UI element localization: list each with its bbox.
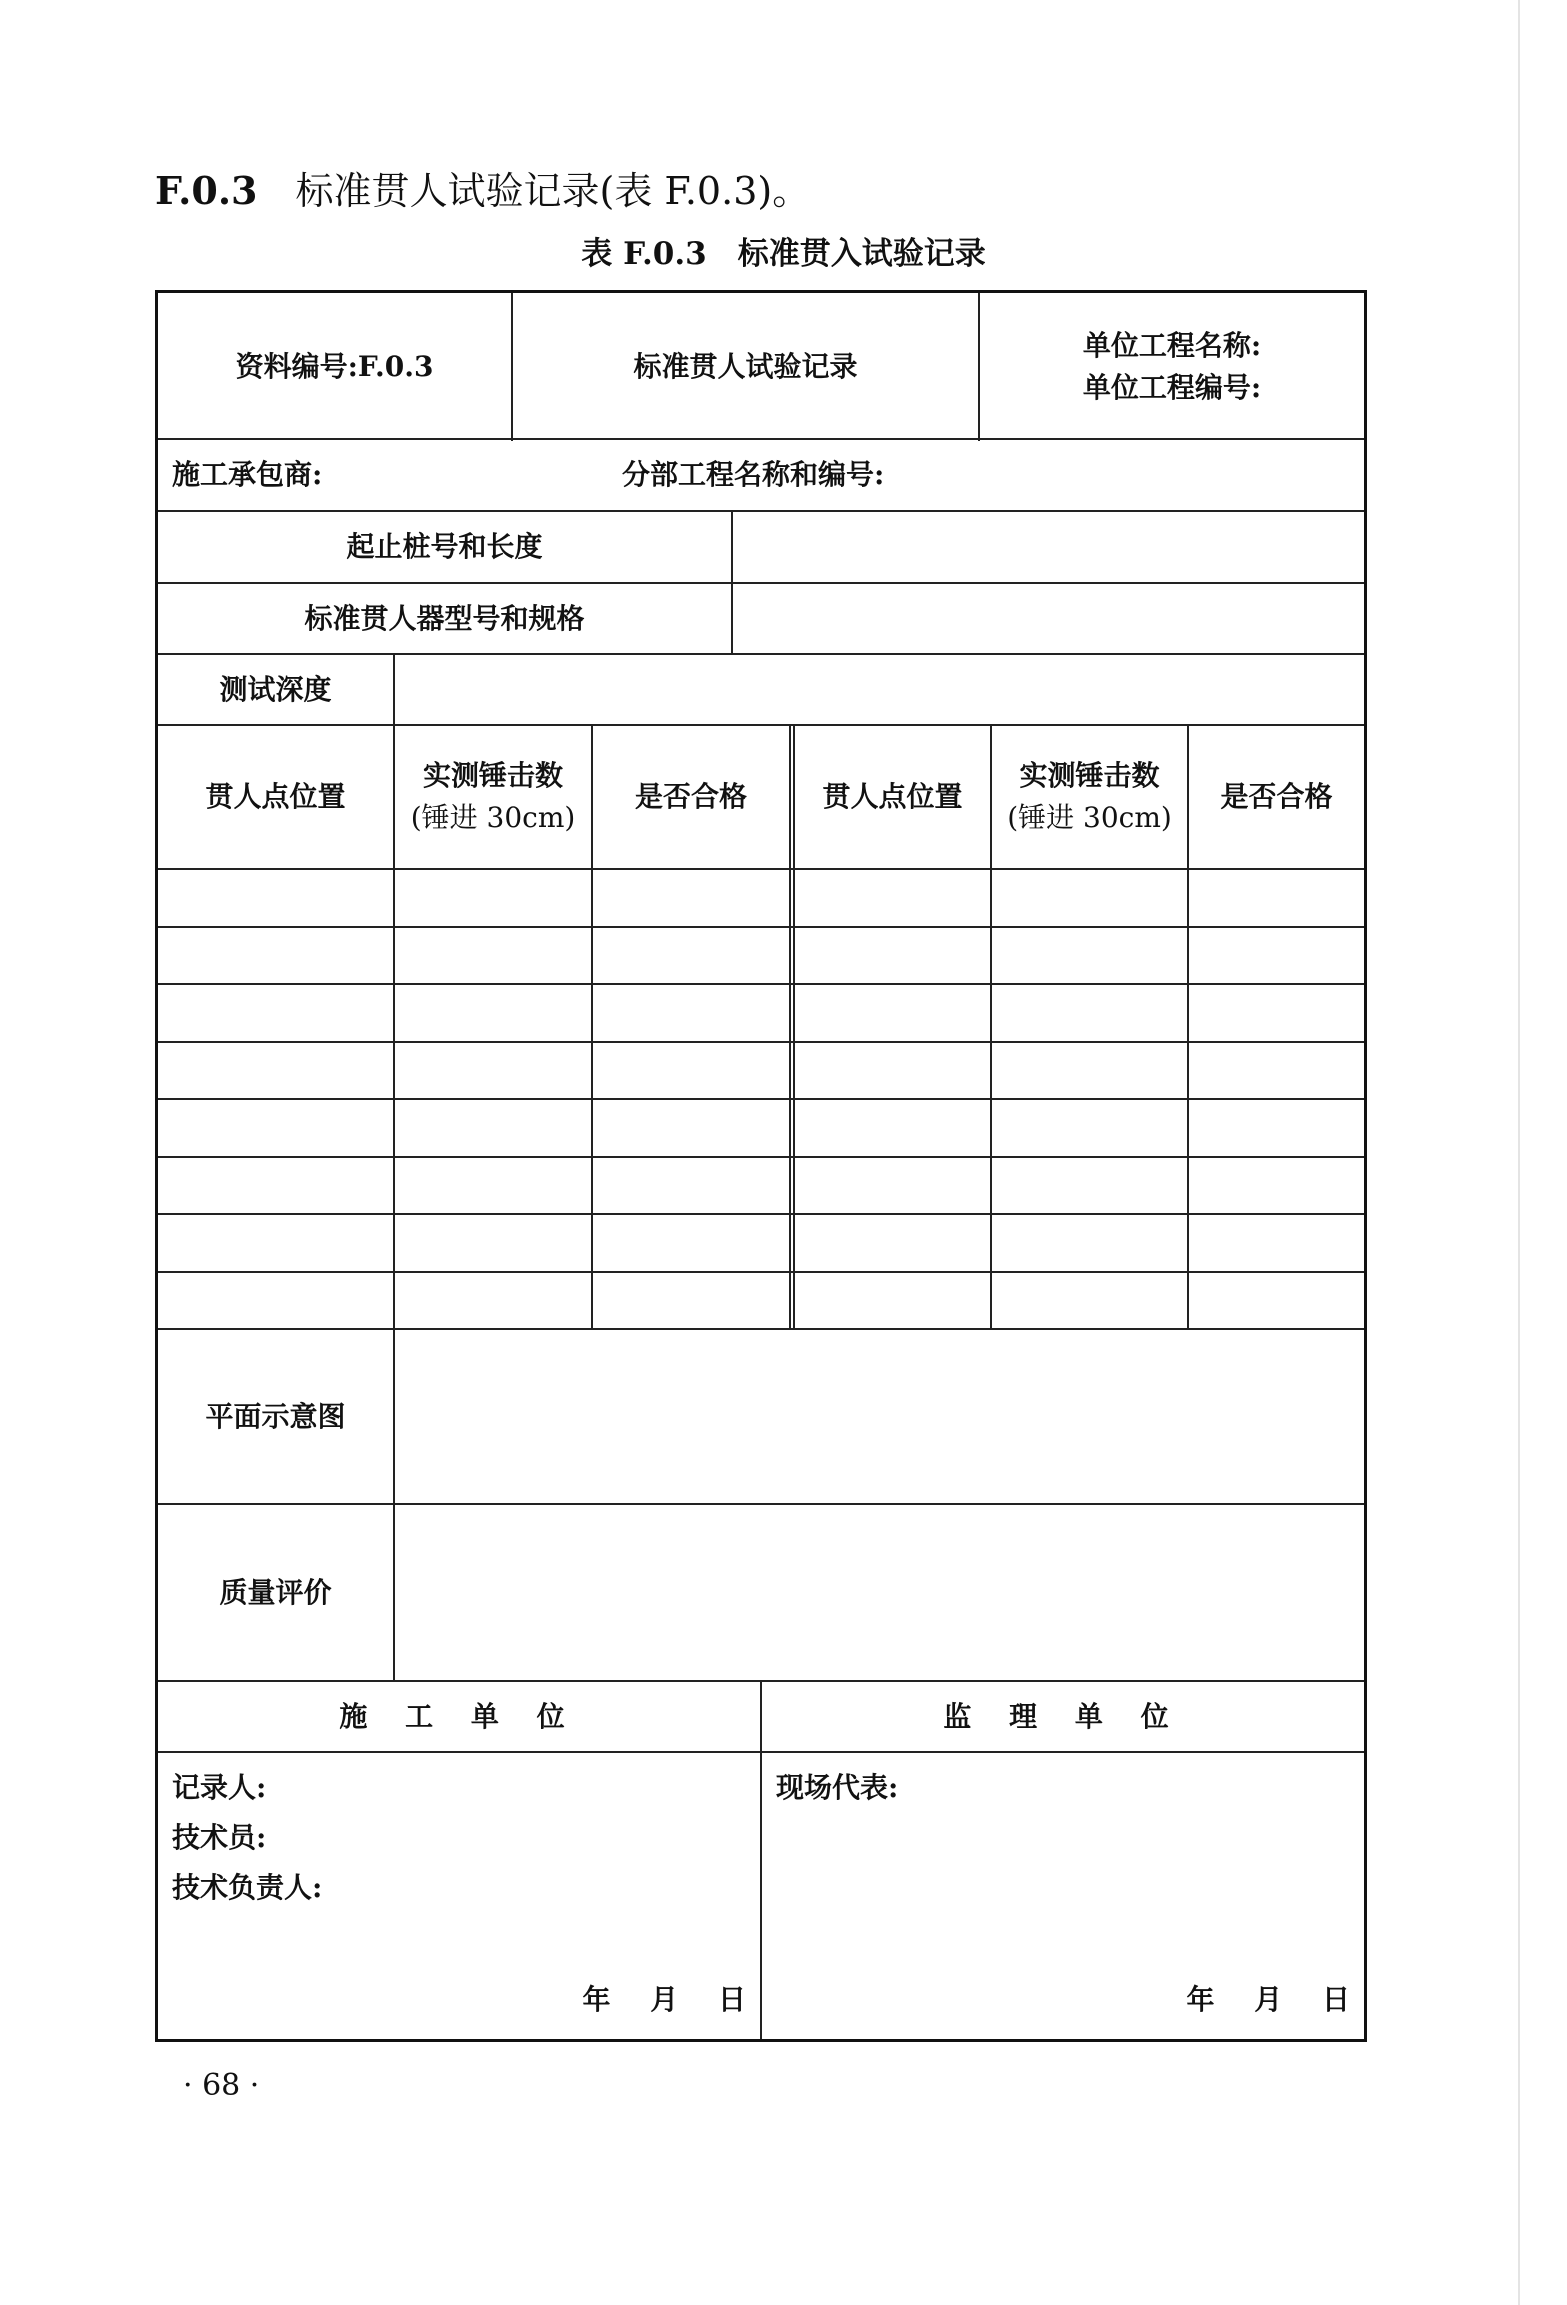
data-cell[interactable] — [158, 928, 393, 984]
sub-project-field[interactable]: 分部工程名称和编号: — [622, 458, 885, 491]
data-cell[interactable] — [591, 985, 789, 1041]
data-cell[interactable] — [1187, 1100, 1364, 1156]
data-row — [158, 1271, 1364, 1329]
data-row — [158, 983, 1364, 1041]
supervision-signatures — [760, 1753, 1364, 2039]
doc-number: 资料编号:F.0.3 — [235, 350, 434, 383]
data-cell[interactable] — [789, 1273, 990, 1329]
data-row — [158, 868, 1364, 926]
quality-row — [158, 1503, 1364, 1680]
penetrometer-label: 标准贯人器型号和规格 — [304, 601, 585, 635]
data-cell[interactable] — [158, 985, 393, 1041]
data-cell[interactable] — [990, 1158, 1187, 1214]
blow-count-unit: (锤进 30cm) — [1007, 801, 1172, 834]
data-row — [158, 1041, 1364, 1099]
plan-sketch-row — [158, 1328, 1364, 1503]
section-number: F.0.3 — [155, 168, 258, 213]
data-cell[interactable] — [990, 928, 1187, 984]
blow-count-label: 实测锤击数 — [422, 759, 563, 792]
page-number: · 68 · — [183, 2068, 260, 2103]
construction-signatures — [158, 1753, 760, 2039]
data-cell[interactable] — [789, 1215, 990, 1271]
plan-sketch-area[interactable] — [393, 1330, 1364, 1503]
quality-eval-label: 质量评价 — [219, 1575, 332, 1609]
test-depth-input[interactable] — [393, 655, 1364, 724]
pile-range-label: 起止桩号和长度 — [346, 530, 543, 563]
blow-count-unit: (锤进 30cm) — [410, 801, 576, 834]
data-cell[interactable] — [1187, 985, 1364, 1041]
data-cell[interactable] — [591, 1100, 789, 1156]
data-cell[interactable] — [789, 1043, 990, 1099]
data-cell[interactable] — [789, 1100, 990, 1156]
unit-header-row — [158, 1680, 1364, 1751]
penetrometer-input[interactable] — [731, 584, 1364, 653]
section-title: 标准贯人试验记录(表 F.0.3)。 — [295, 169, 811, 213]
data-cell[interactable] — [158, 1158, 393, 1214]
data-cell[interactable] — [1187, 928, 1364, 984]
data-cell[interactable] — [789, 928, 990, 984]
data-cell[interactable] — [393, 1043, 591, 1099]
data-cell[interactable] — [990, 1215, 1187, 1271]
data-cell[interactable] — [789, 985, 990, 1041]
data-cell[interactable] — [393, 1215, 591, 1271]
site-rep-field[interactable]: 现场代表: — [776, 1771, 899, 1804]
data-cell[interactable] — [591, 1273, 789, 1329]
page-edge — [1518, 0, 1520, 2305]
col-blow-count — [393, 726, 591, 868]
unit-project-no-label: 单位工程编号: — [1082, 371, 1262, 404]
table-caption: 表 F.0.3 标准贯入试验记录 — [581, 236, 986, 272]
plan-sketch-label: 平面示意图 — [205, 1399, 346, 1433]
data-row — [158, 1156, 1364, 1214]
data-cell[interactable] — [393, 928, 591, 984]
data-cell[interactable] — [158, 1273, 393, 1329]
recorder-field[interactable]: 记录人: — [172, 1771, 267, 1804]
penetrometer-row — [158, 582, 1364, 653]
section-heading — [155, 160, 810, 215]
data-cell[interactable] — [591, 1158, 789, 1214]
col-point-position: 贯人点位置 — [205, 780, 346, 813]
data-cell[interactable] — [990, 870, 1187, 926]
supervision-date[interactable]: 年 月 日 — [1186, 1983, 1350, 2016]
tech-lead-field[interactable]: 技术负责人: — [172, 1871, 323, 1904]
pile-range-row — [158, 510, 1364, 582]
blow-count-label: 实测锤击数 — [1019, 759, 1160, 792]
data-cell[interactable] — [591, 870, 789, 926]
data-cell[interactable] — [990, 1100, 1187, 1156]
signature-row — [158, 1751, 1364, 2039]
data-cell[interactable] — [393, 985, 591, 1041]
data-cell[interactable] — [591, 928, 789, 984]
test-depth-label: 测试深度 — [219, 672, 332, 706]
record-form-table — [155, 290, 1367, 2042]
col-qualified: 是否合格 — [591, 726, 789, 868]
data-cell[interactable] — [1187, 1043, 1364, 1099]
data-cell[interactable] — [1187, 870, 1364, 926]
data-cell[interactable] — [990, 985, 1187, 1041]
construction-date[interactable]: 年 月 日 — [582, 1983, 746, 2016]
data-cell[interactable] — [393, 1158, 591, 1214]
contractor-row — [158, 438, 1364, 510]
quality-eval-area[interactable] — [393, 1505, 1364, 1680]
data-cell[interactable] — [591, 1215, 789, 1271]
data-cell[interactable] — [393, 1100, 591, 1156]
contractor-field[interactable]: 施工承包商: — [172, 458, 323, 491]
data-cell[interactable] — [393, 1273, 591, 1329]
data-row — [158, 926, 1364, 984]
data-cell[interactable] — [393, 870, 591, 926]
data-cell[interactable] — [990, 1043, 1187, 1099]
data-cell[interactable] — [158, 1043, 393, 1099]
data-cell[interactable] — [158, 1100, 393, 1156]
col-qualified-2: 是否合格 — [1187, 726, 1364, 868]
header-row — [158, 293, 1364, 441]
construction-unit-label: 施 工 单 位 — [339, 1699, 579, 1733]
pile-range-input[interactable] — [731, 512, 1364, 582]
data-cell[interactable] — [789, 1158, 990, 1214]
column-header-row — [158, 724, 1364, 868]
data-cell[interactable] — [1187, 1158, 1364, 1214]
supervision-unit-label: 监 理 单 位 — [760, 1682, 1364, 1751]
unit-project-name-label: 单位工程名称: — [1082, 329, 1262, 362]
test-depth-row — [158, 653, 1364, 724]
data-row — [158, 1213, 1364, 1271]
data-cell[interactable] — [1187, 1215, 1364, 1271]
data-cell[interactable] — [158, 870, 393, 926]
col-point-position-2: 贯人点位置 — [789, 726, 990, 868]
data-cell[interactable] — [158, 1215, 393, 1271]
data-cell[interactable] — [990, 1273, 1187, 1329]
technician-field[interactable]: 技术员: — [172, 1821, 267, 1854]
form-title: 标准贯人试验记录 — [511, 293, 978, 441]
data-cell[interactable] — [789, 870, 990, 926]
data-cell[interactable] — [591, 1043, 789, 1099]
col-blow-count-2 — [990, 726, 1187, 868]
unit-project-info — [978, 293, 1364, 441]
data-cell[interactable] — [1187, 1273, 1364, 1329]
data-row — [158, 1098, 1364, 1156]
